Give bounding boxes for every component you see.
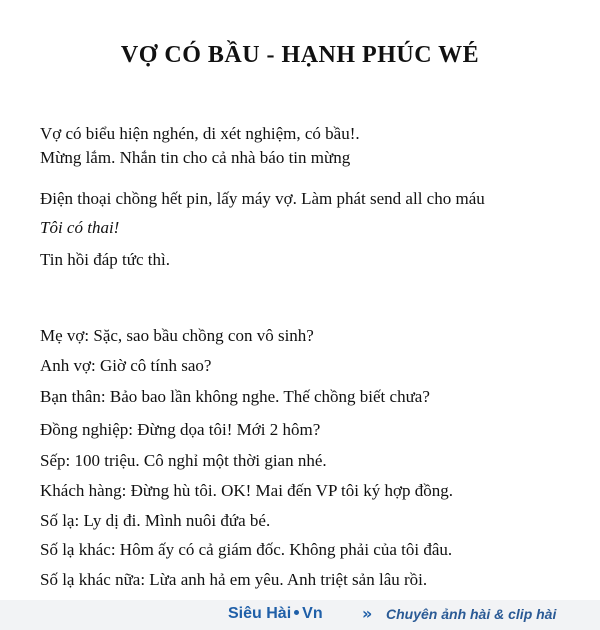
reply-line: Sếp: 100 triệu. Cô nghỉ một thời gian nhé. — [40, 451, 327, 470]
reply-line: Mẹ vợ: Sặc, sao bầu chồng con vô sinh? — [40, 326, 314, 345]
story-line-3: Tin hồi đáp tức thì. — [40, 250, 170, 269]
sms-message: Tôi có thai! — [40, 218, 120, 237]
intro-line-1: Vợ có biểu hiện nghén, di xét nghiệm, có bầu!. — [40, 124, 360, 143]
site-logo — [228, 605, 323, 623]
reply-line: Khách hàng: Đừng hù tôi. OK! Mai đến VP tôi ký hợp đồng. — [40, 481, 453, 500]
double-chevron-right-icon: » — [362, 604, 373, 623]
intro-line-2: Mừng lắm. Nhắn tin cho cả nhà báo tin mừng — [40, 148, 351, 167]
site-logo-domain: Vn — [302, 605, 323, 622]
logo-dot-icon — [294, 610, 299, 615]
page-title: VỢ CÓ BẦU - HẠNH PHÚC WÉ — [120, 42, 480, 68]
watermark-footer — [0, 600, 600, 630]
reply-line: Số lạ khác: Hôm ấy có cả giám đốc. Không phải của tôi đâu. — [40, 540, 453, 559]
reply-line: Số lạ: Ly dị đi. Mình nuôi đứa bé. — [40, 511, 271, 530]
reply-line: Anh vợ: Giờ cô tính sao? — [40, 356, 212, 375]
reply-line: Đồng nghiệp: Đừng dọa tôi! Mới 2 hôm? — [40, 420, 321, 439]
story-line-1: Điện thoại chồng hết pin, lấy máy vợ. Làm phát send all cho máu — [40, 189, 485, 208]
reply-line: Số lạ khác nữa: Lừa anh hả em yêu. Anh triệt sản lâu rồi. — [40, 570, 428, 589]
site-logo-name: Siêu Hài — [228, 605, 292, 622]
reply-line: Bạn thân: Bảo bao lần không nghe. Thế chồng biết chưa? — [40, 387, 430, 406]
site-tagline: Chuyên ảnh hài & clip hài — [386, 606, 557, 622]
